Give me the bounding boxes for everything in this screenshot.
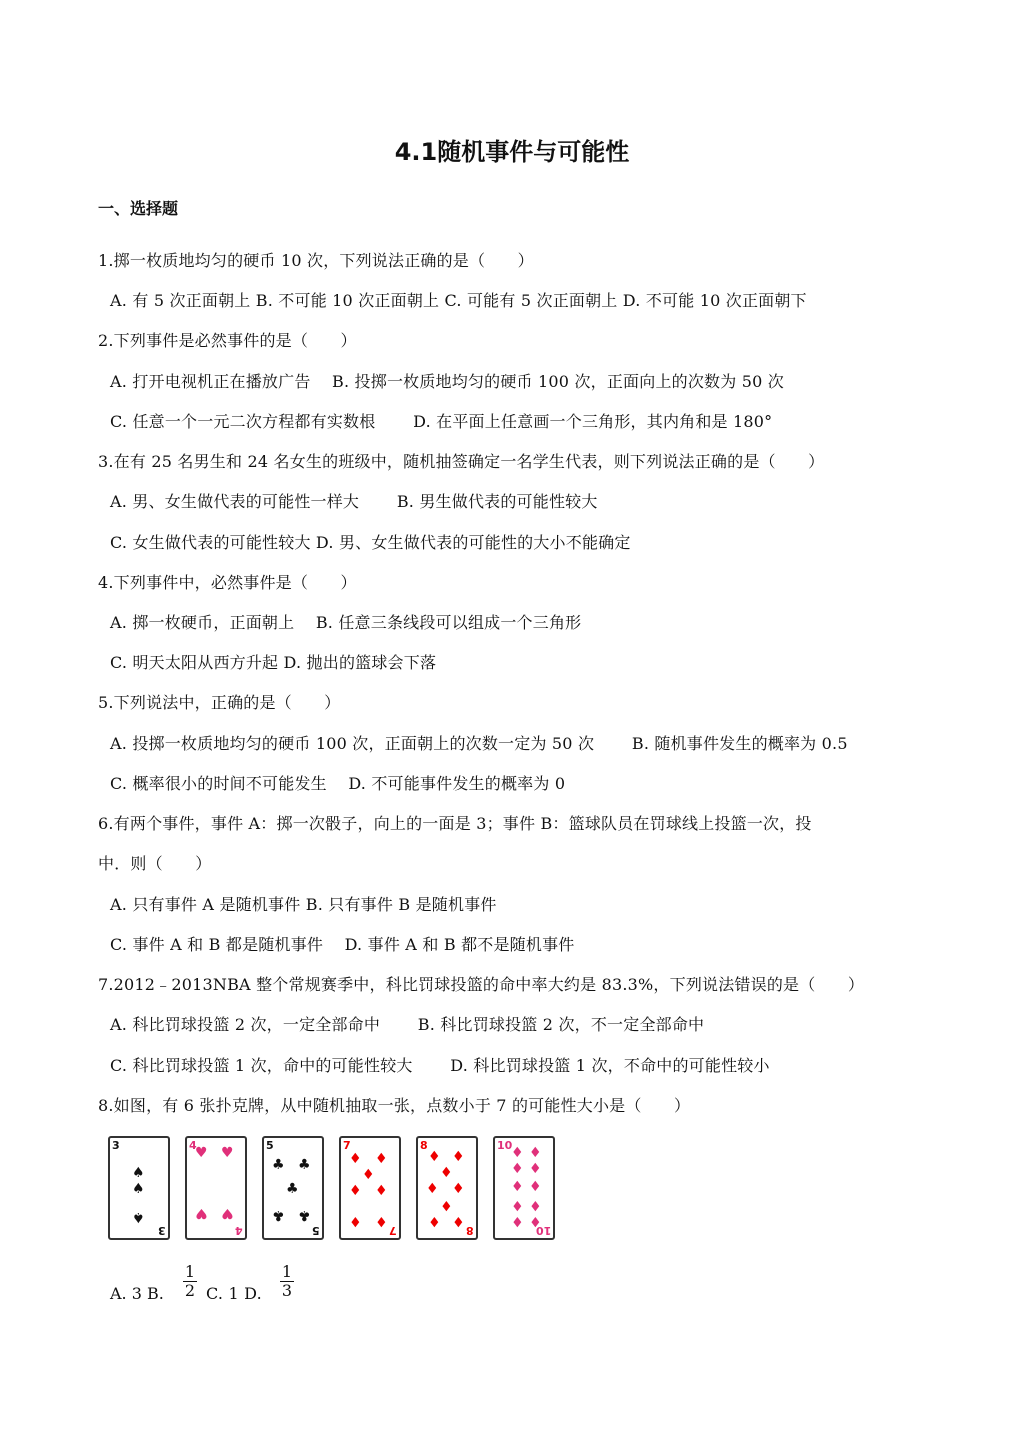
playing-card-8 <box>416 1136 478 1240</box>
card-rank-bottom: 10 <box>535 1224 551 1237</box>
card-pip-icon: ♦ <box>529 1213 542 1229</box>
card-rank: 7 <box>343 1139 351 1152</box>
card-pip-icon: ♠ <box>132 1209 145 1225</box>
playing-card-3 <box>108 1136 170 1240</box>
question-7-options-cd: C. 科比罚球投篮 1 次，命中的可能性较大 D. 科比罚球投篮 1 次，不命中的可能性较小 <box>110 1056 770 1075</box>
question-5: 5.下列说法中，正确的是（ ） <box>98 693 341 712</box>
card-pip-icon: ♦ <box>375 1183 388 1199</box>
card-pip-icon: ♣ <box>298 1157 311 1173</box>
question-1: 1.掷一枚质地均匀的硬币 10 次，下列说法正确的是（ ） <box>98 251 534 270</box>
question-6-options-cd: C. 事件 A 和 B 都是随机事件 D. 事件 A 和 B 都不是随机事件 <box>110 935 575 954</box>
question-3-options-ab: A. 男、女生做代表的可能性一样大 B. 男生做代表的可能性较大 <box>110 492 598 511</box>
card-pip-icon: ♣ <box>286 1181 299 1197</box>
question-1-options: A. 有 5 次正面朝上 B. 不可能 10 次正面朝上 C. 可能有 5 次正面朝上 D. 不可能 10 次正面朝下 <box>110 291 807 310</box>
card-pip-icon: ♦ <box>511 1197 524 1213</box>
card-rank: 3 <box>112 1139 120 1152</box>
question-3: 3.在有 25 名男生和 24 名女生的班级中，随机抽签确定一名学生代表，则下列说法正确的是（ ） <box>98 452 825 471</box>
question-6-options-ab: A. 只有事件 A 是随机事件 B. 只有事件 B 是随机事件 <box>110 895 497 914</box>
card-pip-icon: ♦ <box>375 1213 388 1229</box>
card-pip-icon: ♣ <box>298 1207 311 1223</box>
page-title: 4.1随机事件与可能性 <box>394 138 630 166</box>
question-5-options-cd: C. 概率很小的时间不可能发生 D. 不可能事件发生的概率为 0 <box>110 774 566 793</box>
card-rank-bottom: 7 <box>389 1224 397 1237</box>
card-pip-icon: ♦ <box>375 1151 388 1167</box>
card-pip-icon: ♦ <box>349 1151 362 1167</box>
card-pip-icon: ♣ <box>272 1157 285 1173</box>
question-6: 6.有两个事件，事件 A：掷一次骰子，向上的一面是 3；事件 B：篮球队员在罚球线上投篮一次，投 <box>98 814 812 833</box>
card-rank-bottom: 8 <box>466 1224 474 1237</box>
option-a-b-label: A. 3 B. <box>110 1284 164 1303</box>
card-rank: 10 <box>497 1139 513 1152</box>
question-7-options-ab: A. 科比罚球投篮 2 次，一定全部命中 B. 科比罚球投篮 2 次，不一定全部命中 <box>110 1015 705 1034</box>
card-pip-icon: ♠ <box>132 1165 145 1181</box>
playing-card-7 <box>339 1136 401 1240</box>
playing-card-5 <box>262 1136 324 1240</box>
card-pip-icon: ♦ <box>511 1145 524 1161</box>
fraction-denominator: 2 <box>184 1281 196 1300</box>
question-2-options-ab: A. 打开电视机正在播放广告 B. 投掷一枚质地均匀的硬币 100 次，正面向上的次数为 50 次 <box>110 372 784 391</box>
card-pip-icon: ♥ <box>195 1205 208 1221</box>
fraction-numerator: 1 <box>281 1262 293 1281</box>
card-pip-icon: ♦ <box>529 1145 542 1161</box>
card-pip-icon: ♦ <box>428 1149 441 1165</box>
question-7: 7.2012﹣2013NBA 整个常规赛季中，科比罚球投篮的命中率大约是 83.3%，下列说法错误的是（ ） <box>98 975 865 994</box>
card-pip-icon: ♦ <box>511 1179 524 1195</box>
card-pip-icon: ♦ <box>440 1165 453 1181</box>
card-pip-icon: ♦ <box>529 1197 542 1213</box>
card-pip-icon: ♦ <box>362 1167 375 1183</box>
card-rank: 4 <box>189 1139 197 1152</box>
card-pip-icon: ♦ <box>452 1149 465 1165</box>
playing-card-10 <box>493 1136 555 1240</box>
question-5-options-ab: A. 投掷一枚质地均匀的硬币 100 次，正面朝上的次数一定为 50 次 B. 随机事件发生的概率为 0.5 <box>110 734 848 753</box>
question-8-options <box>110 1284 164 1303</box>
card-pip-icon: ♦ <box>452 1181 465 1197</box>
card-rank-bottom: 3 <box>158 1224 166 1237</box>
card-rank-bottom: 4 <box>235 1224 243 1237</box>
card-pip-icon: ♥ <box>221 1205 234 1221</box>
card-pip-icon: ♥ <box>195 1145 208 1161</box>
card-pip-icon: ♦ <box>529 1161 542 1177</box>
question-3-options-cd: C. 女生做代表的可能性较大 D. 男、女生做代表的可能性的大小不能确定 <box>110 533 631 552</box>
question-8: 8.如图，有 6 张扑克牌，从中随机抽取一张，点数小于 7 的可能性大小是（ ） <box>98 1096 691 1115</box>
playing-card-4 <box>185 1136 247 1240</box>
section-heading: 一、选择题 <box>98 199 179 218</box>
card-pip-icon: ♦ <box>440 1197 453 1213</box>
card-pip-icon: ♠ <box>132 1181 145 1197</box>
option-c-d-label: C. 1 D. <box>206 1284 262 1303</box>
question-2-options-cd: C. 任意一个一元二次方程都有实数根 D. 在平面上任意画一个三角形，其内角和是 180° <box>110 412 773 431</box>
fraction-numerator: 1 <box>184 1262 196 1281</box>
question-4: 4.下列事件中，必然事件是（ ） <box>98 573 357 592</box>
question-6-cont: 中．则（ ） <box>98 854 212 873</box>
card-pip-icon: ♣ <box>272 1207 285 1223</box>
fraction-one-third <box>280 1264 294 1299</box>
card-pip-icon: ♦ <box>452 1213 465 1229</box>
question-4-options-ab: A. 掷一枚硬币，正面朝上 B. 任意三条线段可以组成一个三角形 <box>110 613 582 632</box>
card-pip-icon: ♦ <box>426 1181 439 1197</box>
question-2: 2.下列事件是必然事件的是（ ） <box>98 331 357 350</box>
fraction-denominator: 3 <box>281 1281 293 1300</box>
card-pip-icon: ♦ <box>529 1179 542 1195</box>
card-pip-icon: ♦ <box>511 1161 524 1177</box>
fraction-one-half <box>183 1264 197 1299</box>
card-pip-icon: ♦ <box>349 1213 362 1229</box>
card-pip-icon: ♦ <box>349 1183 362 1199</box>
card-pip-icon: ♦ <box>511 1213 524 1229</box>
card-pip-icon: ♥ <box>221 1145 234 1161</box>
question-4-options-cd: C. 明天太阳从西方升起 D. 抛出的篮球会下落 <box>110 653 437 672</box>
card-rank: 8 <box>420 1139 428 1152</box>
card-rank: 5 <box>266 1139 274 1152</box>
card-pip-icon: ♦ <box>428 1213 441 1229</box>
card-rank-bottom: 5 <box>312 1224 320 1237</box>
